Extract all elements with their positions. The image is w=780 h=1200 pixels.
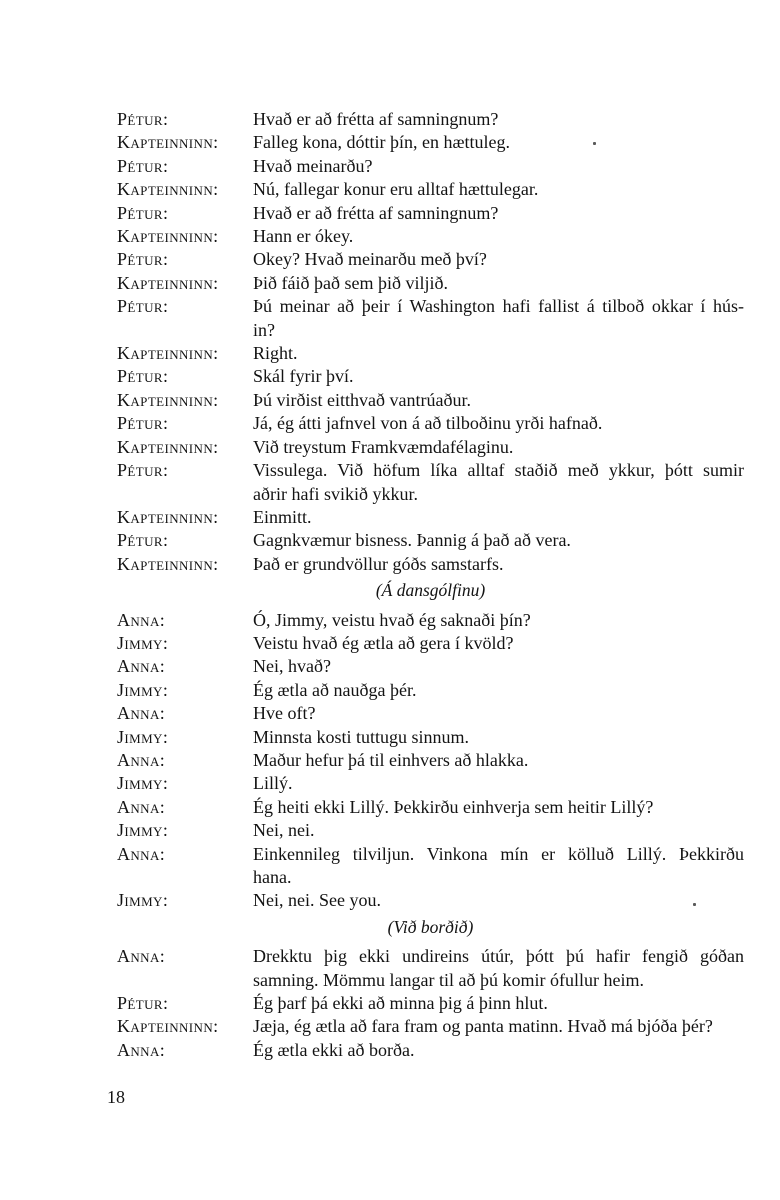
speaker-name: Kapteinninn:	[117, 1016, 219, 1037]
speaker-name: Jimmy:	[117, 773, 169, 794]
speaker-name: Jimmy:	[117, 679, 169, 700]
dialogue-row	[117, 365, 744, 388]
dialogue-row	[117, 272, 744, 295]
dialogue-text	[253, 225, 744, 248]
dialogue-row	[117, 248, 744, 271]
dialogue-line: Right.	[253, 343, 298, 364]
page-number: 18	[107, 1087, 125, 1107]
speaker-name: Anna:	[117, 946, 166, 967]
dialogue-line: Nei, hvað?	[253, 656, 331, 677]
stage-direction: (Við borðið)	[387, 916, 474, 937]
dialogue-line: Nú, fallegar konur eru alltaf hættulegar.	[253, 179, 539, 200]
stage-direction: (Á dansgólfinu)	[375, 580, 486, 601]
dialogue-line: Maður hefur þá til einhvers að hlakka.	[253, 749, 529, 770]
dialogue-text	[253, 459, 744, 506]
speaker-name: Kapteinninn:	[117, 179, 219, 200]
speaker-name: Anna:	[117, 749, 166, 770]
dialogue-text	[253, 679, 744, 702]
speaker-name: Kapteinninn:	[117, 343, 219, 364]
ink-speck	[593, 142, 596, 145]
dialogue-line: samning. Mömmu langar til að þú komir ófullur heim.	[253, 969, 644, 990]
dialogue-row	[117, 178, 744, 201]
dialogue-line: Ég ætla að nauðga þér.	[253, 679, 417, 700]
dialogue-line: Hvað meinarðu?	[253, 155, 373, 176]
speaker-name: Pétur:	[117, 993, 169, 1014]
dialogue-line: Já, ég átti jafnvel von á að tilboðinu yrði hafnað.	[253, 413, 603, 434]
dialogue-line: Jæja, ég ætla að fara fram og panta matinn. Hvað má bjóða þér?	[253, 1016, 713, 1037]
dialogue-text	[253, 178, 744, 201]
dialogue-line: Ó, Jimmy, veistu hvað ég saknaði þín?	[253, 609, 531, 630]
dialogue-line: in?	[253, 319, 275, 340]
dialogue-text	[253, 131, 744, 154]
dialogue-text	[253, 945, 744, 992]
dialogue-row	[117, 342, 744, 365]
dialogue-row	[117, 459, 744, 506]
dialogue-row	[117, 889, 744, 912]
dialogue-row	[117, 131, 744, 154]
dialogue-text	[253, 726, 744, 749]
speaker-name: Kapteinninn:	[117, 132, 219, 153]
dialogue-line: Vissulega. Við höfum líka alltaf staðið með ykkur, þótt sumir	[253, 460, 744, 481]
dialogue-text	[253, 553, 744, 576]
speaker-name: Pétur:	[117, 109, 169, 129]
dialogue-line: Nei, nei.	[253, 820, 315, 841]
dialogue-line: Hve oft?	[253, 703, 316, 724]
speaker-name: Anna:	[117, 703, 166, 724]
dialogue-line: Minnsta kosti tuttugu sinnum.	[253, 726, 470, 747]
dialogue-row	[117, 412, 744, 435]
dialogue-row	[117, 992, 744, 1015]
dialogue-line: Hvað er að frétta af samningnum?	[253, 202, 499, 223]
speaker-name: Jimmy:	[117, 890, 169, 911]
speaker-name: Kapteinninn:	[117, 436, 219, 457]
dialogue-block	[117, 108, 744, 1062]
dialogue-row	[117, 679, 744, 702]
dialogue-row	[117, 632, 744, 655]
dialogue-row	[117, 655, 744, 678]
dialogue-line: Lillý.	[253, 773, 293, 794]
speaker-name: Kapteinninn:	[117, 226, 219, 247]
dialogue-line: Ég heiti ekki Lillý. Þekkirðu einhverja sem heitir Lillý?	[253, 796, 654, 817]
dialogue-row	[117, 225, 744, 248]
dialogue-row	[117, 772, 744, 795]
dialogue-text	[253, 843, 744, 890]
speaker-name: Pétur:	[117, 460, 169, 481]
dialogue-line: Einkennileg tilviljun. Vinkona mín er kölluð Lillý. Þekkirðu	[253, 843, 744, 864]
speaker-name: Jimmy:	[117, 820, 169, 841]
dialogue-line: Þú meinar að þeir í Washington hafi fallist á tilboð okkar í hús-	[253, 296, 744, 317]
speaker-name: Kapteinninn:	[117, 506, 219, 527]
dialogue-text	[253, 992, 744, 1015]
dialogue-line: Hvað er að frétta af samningnum?	[253, 109, 499, 129]
speaker-name: Pétur:	[117, 249, 169, 270]
dialogue-line: Ég þarf þá ekki að minna þig á þinn hlut.	[253, 993, 548, 1014]
dialogue-text	[253, 1039, 744, 1062]
dialogue-text	[253, 749, 744, 772]
dialogue-text	[253, 655, 744, 678]
dialogue-text	[253, 632, 744, 655]
dialogue-line: Hann er ókey.	[253, 226, 354, 247]
dialogue-row	[117, 1015, 744, 1038]
dialogue-text	[253, 702, 744, 725]
dialogue-row	[117, 202, 744, 225]
dialogue-line: Þú virðist eitthvað vantrúaður.	[253, 389, 471, 410]
dialogue-row	[117, 843, 744, 890]
speaker-name: Kapteinninn:	[117, 272, 219, 293]
dialogue-text	[253, 796, 744, 819]
dialogue-text	[253, 506, 744, 529]
dialogue-row	[117, 945, 744, 992]
dialogue-row	[117, 436, 744, 459]
dialogue-text	[253, 248, 744, 271]
dialogue-line: Veistu hvað ég ætla að gera í kvöld?	[253, 632, 514, 653]
dialogue-row	[117, 819, 744, 842]
dialogue-row	[117, 702, 744, 725]
dialogue-text	[253, 819, 744, 842]
dialogue-row	[117, 553, 744, 576]
speaker-name: Pétur:	[117, 296, 169, 317]
speaker-name: Pétur:	[117, 366, 169, 387]
dialogue-line: Falleg kona, dóttir þín, en hættuleg.	[253, 132, 510, 153]
dialogue-text	[253, 889, 744, 912]
dialogue-row	[117, 1039, 744, 1062]
dialogue-line: aðrir hafi svikið ykkur.	[253, 483, 418, 504]
dialogue-line: Ég ætla ekki að borða.	[253, 1039, 415, 1060]
dialogue-line: Gagnkvæmur bisness. Þannig á það að vera.	[253, 530, 571, 551]
dialogue-text	[253, 772, 744, 795]
dialogue-text	[253, 389, 744, 412]
dialogue-text	[253, 295, 744, 342]
speaker-name: Jimmy:	[117, 726, 169, 747]
dialogue-line: Einmitt.	[253, 506, 312, 527]
dialogue-text	[253, 108, 744, 131]
dialogue-row	[117, 389, 744, 412]
speaker-name: Kapteinninn:	[117, 389, 219, 410]
dialogue-line: Það er grundvöllur góðs samstarfs.	[253, 553, 504, 574]
dialogue-text	[253, 202, 744, 225]
dialogue-text	[253, 436, 744, 459]
dialogue-text	[253, 529, 744, 552]
dialogue-line: hana.	[253, 867, 292, 887]
dialogue-line: Þið fáið það sem þið viljið.	[253, 272, 448, 293]
dialogue-row	[117, 609, 744, 632]
dialogue-text	[253, 155, 744, 178]
dialogue-text	[253, 412, 744, 435]
dialogue-line: Við treystum Framkvæmdafélaginu.	[253, 436, 514, 457]
dialogue-row	[117, 726, 744, 749]
dialogue-text	[253, 1015, 744, 1038]
dialogue-row	[117, 506, 744, 529]
dialogue-row	[117, 529, 744, 552]
speaker-name: Pétur:	[117, 413, 169, 434]
dialogue-row	[117, 108, 744, 131]
dialogue-text	[253, 365, 744, 388]
dialogue-text	[253, 272, 744, 295]
speaker-name: Pétur:	[117, 155, 169, 176]
dialogue-line: Skál fyrir því.	[253, 366, 354, 387]
dialogue-row	[117, 749, 744, 772]
speaker-name: Jimmy:	[117, 632, 169, 653]
dialogue-line: Nei, nei. See you.	[253, 890, 381, 911]
speaker-name: Pétur:	[117, 530, 169, 551]
dialogue-row	[117, 155, 744, 178]
speaker-name: Anna:	[117, 1039, 166, 1060]
speaker-name: Kapteinninn:	[117, 553, 219, 574]
speaker-name: Anna:	[117, 843, 166, 864]
dialogue-row	[117, 796, 744, 819]
speaker-name: Anna:	[117, 796, 166, 817]
speaker-name: Anna:	[117, 656, 166, 677]
ink-speck	[693, 903, 696, 906]
dialogue-row	[117, 295, 744, 342]
dialogue-text	[253, 342, 744, 365]
speaker-name: Anna:	[117, 609, 166, 630]
dialogue-line: Okey? Hvað meinarðu með því?	[253, 249, 487, 270]
dialogue-line: Drekktu þig ekki undireins útúr, þótt þú hafir fengið góðan	[253, 946, 744, 967]
speaker-name: Pétur:	[117, 202, 169, 223]
dialogue-text	[253, 609, 744, 632]
